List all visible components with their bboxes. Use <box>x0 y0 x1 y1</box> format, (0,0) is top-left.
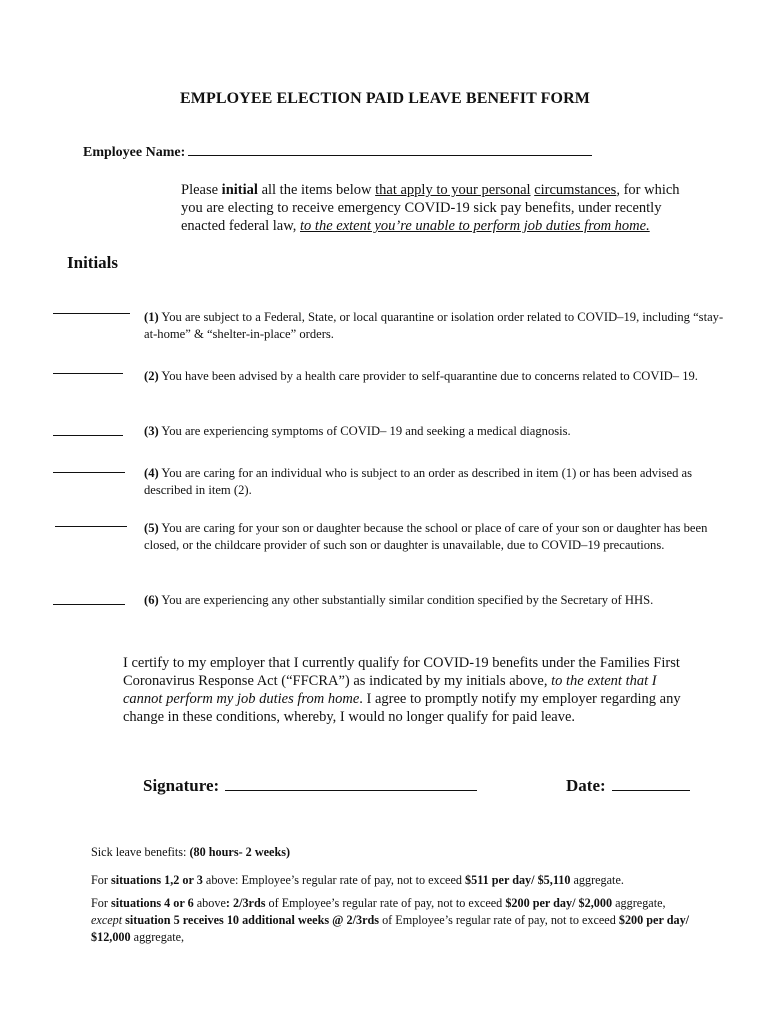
b3k: of Employee’s regular rate of pay, not to exceed <box>379 913 619 927</box>
b3d: : 2/3rds <box>225 896 266 910</box>
signature-field[interactable] <box>143 774 477 796</box>
item-6 <box>144 592 724 609</box>
b3m: aggregate, <box>130 930 185 944</box>
initial-line-3[interactable] <box>53 435 123 436</box>
cert-text-2: . I agree to promptly notify my employer regarding any change in these conditions, whereby, I would no longer qualify for paid leave. <box>123 691 681 725</box>
initial-line-4[interactable] <box>53 472 125 473</box>
intro-initial: initial <box>221 182 258 198</box>
initial-line-6[interactable] <box>53 604 125 605</box>
b3g: aggregate, <box>612 896 666 910</box>
intro-text-2: all the items below <box>257 182 376 198</box>
initials-heading: Initials <box>67 253 119 272</box>
item-1-number: (1) <box>144 310 159 324</box>
employee-name-field[interactable] <box>83 142 592 161</box>
item-4-text: You are caring for an individual who is subject to an order as described in item (1) or has been advised as described in item (2). <box>144 466 693 497</box>
initial-line-2[interactable] <box>53 373 123 374</box>
b2a: For <box>91 873 111 887</box>
b3a: For <box>91 896 111 910</box>
b3j: situation 5 receives 10 additional weeks @ 2/3rds <box>125 913 380 927</box>
signature-label: Signature: <box>143 776 220 795</box>
intro-extent: to the extent you’re unable to perform job duties from home. <box>300 218 650 234</box>
benefits-situations-4-5-6 <box>91 895 691 946</box>
date-label: Date: <box>566 776 606 795</box>
date-field[interactable] <box>566 774 690 796</box>
item-5 <box>144 520 729 554</box>
date-line[interactable] <box>612 774 690 791</box>
item-1-text: You are subject to a Federal, State, or local quarantine or isolation order related to COVID–19, including “stay-at-home” & “shelter-in-place” orders. <box>144 310 724 341</box>
intro-text-1: Please <box>181 182 222 198</box>
item-4-number: (4) <box>144 466 159 480</box>
benefits-heading <box>91 844 691 861</box>
item-3-text: You are experiencing symptoms of COVID– 19 and seeking a medical diagnosis. <box>158 424 571 438</box>
item-1 <box>144 309 724 343</box>
b2e: aggregate. <box>570 873 624 887</box>
b3b: situations 4 or 6 <box>110 896 194 910</box>
employee-name-line[interactable] <box>188 142 592 156</box>
item-5-text: You are caring for your son or daughter because the school or place of care of your son or daughter has been closed, or the childcare provider of such son or daughter is unavailable, due to COVID–19 precautions. <box>144 521 708 552</box>
item-2 <box>144 368 724 385</box>
b3h: except <box>91 913 123 927</box>
item-5-number: (5) <box>144 521 159 535</box>
b2b: situations 1,2 or 3 <box>110 873 203 887</box>
intro-text-4: , for which you are electing to receive emergency COVID-19 sick pay benefits, under recently enacted federal law, <box>181 182 680 234</box>
benefits-situations-1-2-3 <box>91 872 691 889</box>
b2d: $511 per day/ $5,110 <box>465 873 571 887</box>
instructions <box>181 181 691 235</box>
intro-apply: that apply to your personal <box>375 182 531 198</box>
item-6-text: You are experiencing any other substantially similar condition specified by the Secretary of HHS. <box>158 593 654 607</box>
b2c: above: Employee’s regular rate of pay, not to exceed <box>202 873 466 887</box>
item-4 <box>144 465 724 499</box>
form-title: EMPLOYEE ELECTION PAID LEAVE BENEFIT FORM <box>180 90 590 107</box>
signature-line[interactable] <box>225 774 477 791</box>
b3e: of Employee’s regular rate of pay, not to exceed <box>265 896 506 910</box>
b3c: above <box>193 896 226 910</box>
employee-name-label: Employee Name: <box>83 145 186 160</box>
initial-line-1[interactable] <box>53 313 130 314</box>
cert-italic: to the extent that I cannot perform my job duties from home <box>123 673 657 707</box>
benefits-duration: (80 hours- 2 weeks) <box>189 845 291 859</box>
b3f: $200 per day/ $2,000 <box>505 896 613 910</box>
intro-circumstances: circumstances <box>534 182 617 198</box>
benefits-heading-text: Sick leave benefits: <box>91 845 190 859</box>
certification-statement <box>123 654 693 726</box>
item-2-number: (2) <box>144 369 159 383</box>
item-2-text: You have been advised by a health care provider to self-quarantine due to concerns related to COVID– 19. <box>158 369 698 383</box>
cert-text-1: I certify to my employer that I currently qualify for COVID-19 benefits under the Families First Coronavirus Response Act (“FFCRA”) as indicated by my initials above, <box>123 655 680 689</box>
item-3-number: (3) <box>144 424 159 438</box>
initial-line-5[interactable] <box>55 526 127 527</box>
b3l: $200 per day/ $12,000 <box>91 913 690 944</box>
item-6-number: (6) <box>144 593 159 607</box>
item-3 <box>144 423 724 440</box>
